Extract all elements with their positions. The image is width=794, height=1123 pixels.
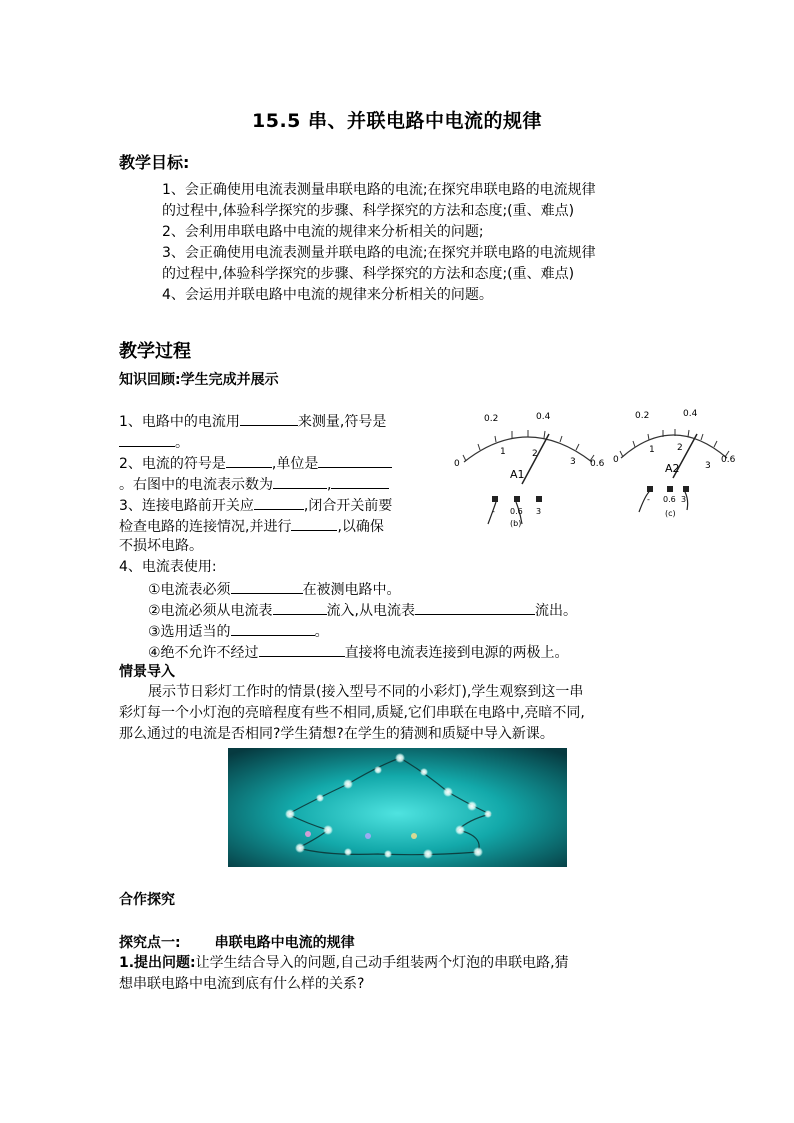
objective-line: 的过程中,体验科学探究的步骤、科学探究的方法和态度;(重、难点) [162,203,575,219]
terminal-label: 3 [681,495,687,504]
u4-text-b: 直接将电流表连接到电源的两极上。 [344,645,569,661]
q3-text-a: 3、连接电路前开关应 [119,498,254,514]
tick-label: 0.6 [721,455,736,465]
q1-text-c: 。 [175,435,189,451]
figure-caption: (b) [510,519,522,528]
q2-text-d: , [327,477,332,493]
tick-label: 0 [454,459,460,469]
answer-blank[interactable] [226,452,272,468]
answer-blank[interactable] [331,473,389,489]
tick-label: 0.4 [536,412,551,422]
u2-text-b: 流入,从电流表 [326,603,416,619]
review-heading: 知识回顾:学生完成并展示 [119,372,279,388]
question-1 [119,410,386,433]
usage-2 [148,599,577,622]
question-2 [119,452,392,475]
tick-label: 3 [570,457,576,467]
answer-blank[interactable] [240,410,298,426]
scene-line: 展示节日彩灯工作时的情景(接入型号不同的小彩灯),学生观察到这一串 [148,684,584,700]
u1-text-b: 在被测电路中。 [302,582,401,598]
answer-blank[interactable] [415,599,535,615]
exploration-point [119,932,355,952]
meter-label: A2 [665,462,680,475]
needle [522,434,549,484]
question-3-end: 不损坏电路。 [119,538,203,554]
tick-label: 3 [705,461,711,471]
objective-line: 2、会利用串联电路中电流的规律来分析相关的问题; [162,224,484,240]
q1-text-a: 1、电路中的电流用 [119,414,240,430]
u4-text-a: ④绝不允许不经过 [148,645,259,661]
q2-text-c: 。右图中的电流表示数为 [119,477,273,493]
scene-heading: 情景导入 [119,664,175,680]
answer-blank[interactable] [231,578,303,594]
ammeter-figure-b [452,404,605,528]
tick-label: 0.4 [683,409,698,419]
point-title: 串联电路中电流的规律 [214,935,355,951]
point-label: 探究点一: [119,935,181,951]
objective-line: 3、会正确使用电流表测量并联电路的电流;在探究并联电路的电流规律 [162,245,596,261]
coop-heading: 合作探究 [119,892,175,908]
answer-blank[interactable] [291,515,337,531]
q3-text-b: ,闭合开关前要 [303,498,393,514]
q2-text-a: 2、电流的符号是 [119,456,226,472]
objectives-heading: 教学目标: [119,153,190,172]
ammeter-figure-c [613,400,738,520]
tick-label: 2 [677,443,683,453]
process-heading: 教学过程 [119,341,191,362]
terminal-label: - [492,507,495,516]
answer-blank[interactable] [254,494,304,510]
page-title: 15.5 串、并联电路中电流的规律 [252,110,542,132]
tick-label: 1 [500,447,506,457]
tick-label: 0.2 [484,414,499,424]
u1-text-a: ①电流表必须 [148,582,231,598]
scene-line: 那么通过的电流是否相同?学生猜想?在学生的猜测和质疑中导入新课。 [119,726,554,742]
u2-text-a: ②电流必须从电流表 [148,603,273,619]
answer-blank[interactable] [318,452,392,468]
q2-text-b: ,单位是 [271,456,319,472]
objective-line: 4、会运用并联电路中电流的规律来分析相关的问题。 [162,287,493,303]
meter-label: A1 [510,468,525,481]
answer-blank[interactable] [259,641,345,657]
tick-label: 1 [649,445,655,455]
usage-1 [148,578,401,601]
question-2-cont [119,473,389,496]
figure-caption: (c) [665,509,676,518]
question-text: 让学生结合导入的问题,自己动手组装两个灯泡的串联电路,猜 [195,955,569,971]
answer-blank[interactable] [273,599,327,615]
tick-label: 0 [613,455,619,465]
question-prompt [119,953,569,974]
answer-blank[interactable] [231,620,315,636]
terminal-label: 0.6 [510,507,523,516]
scene-line: 彩灯每一个小灯泡的亮暗程度有些不相同,质疑,它们串联在电路中,亮暗不同, [119,705,585,721]
u3-text-b: 。 [314,624,329,640]
terminal-label: - [647,495,650,504]
u2-text-c: 流出。 [535,603,578,619]
objective-line: 的过程中,体验科学探究的步骤、科学探究的方法和态度;(重、难点) [162,266,575,282]
question-3-cont [119,515,384,538]
terminal-label: 3 [536,507,542,516]
q3-text-c: 检查电路的连接情况,并进行 [119,519,292,535]
question-3 [119,494,392,517]
question-prompt-cont: 想串联电路中电流到底有什么样的关系? [119,976,365,992]
usage-3 [148,620,329,643]
q3-text-d: ,以确保 [337,519,384,535]
question-1-cont [119,431,189,454]
usage-4 [148,641,569,664]
u3-text-a: ③选用适当的 [148,624,231,640]
terminal-label: 0.6 [663,495,676,504]
answer-blank[interactable] [273,473,327,489]
tick-label: 2 [532,449,538,459]
tick-label: 0.6 [590,459,605,469]
q1-text-b: 来测量,符号是 [297,414,387,430]
answer-blank[interactable] [119,431,175,447]
tick-label: 0.2 [635,411,650,421]
question-label: 1.提出问题: [119,955,196,971]
objective-line: 1、会正确使用电流表测量串联电路的电流;在探究串联电路的电流规律 [162,182,596,198]
question-4: 4、电流表使用: [119,559,217,575]
festival-lights-photo [228,748,567,867]
